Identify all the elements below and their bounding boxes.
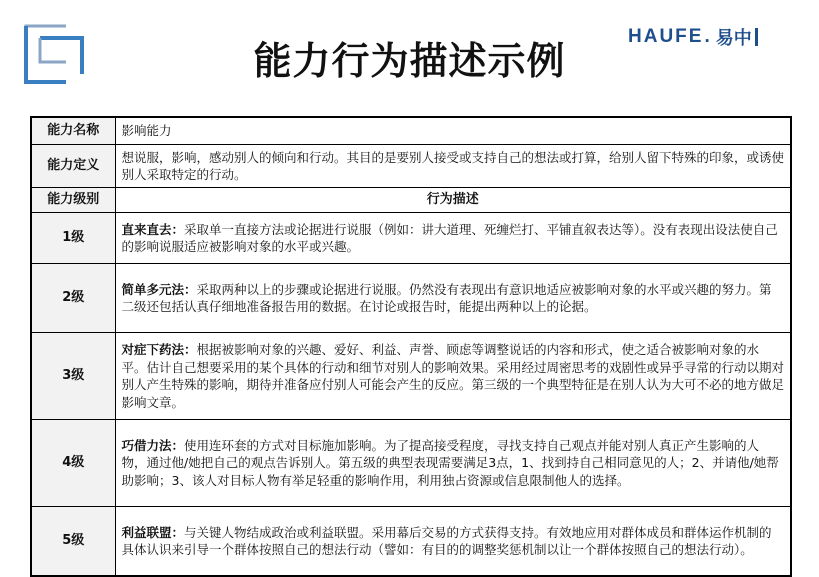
level-header: 能力级别 — [31, 188, 115, 213]
level-cell: 4级 — [31, 420, 115, 507]
definition-value: 想说服，影响，感动别人的倾向和行动。其目的是要别人接受或支持自己的想法或打算，给别人留下特殊的印象，或诱使别人采取特定的行动。 — [115, 145, 791, 188]
level-cell: 5级 — [31, 507, 115, 577]
page-title: 能力行为描述示例 — [253, 39, 566, 83]
table-row — [31, 264, 791, 333]
table-header-row — [31, 188, 791, 213]
description-text: 使用连环套的方式对目标施加影响。为了提高接受程度，寻找支持自己观点并能对别人真正产生影响的人物，通过他/她把自己的观点告诉别人。第五级的典型表现需要满足3点，1、找到持自己相同意见的人；2、并请他/她帮助影响；3、该人对目标人物有举足轻重的影响作用，利用独占资源或信息限制他人的选择。 — [121, 437, 779, 488]
description-cell — [115, 213, 791, 264]
table-row — [31, 213, 791, 264]
competency-table — [30, 116, 792, 577]
description-lead: 利益联盟： — [121, 524, 185, 540]
description-cell — [115, 264, 791, 333]
table-row — [31, 420, 791, 507]
description-cell — [115, 420, 791, 507]
description-lead: 直来直去： — [121, 221, 185, 237]
brand-logo — [628, 25, 758, 49]
brand-bar-icon — [755, 28, 758, 46]
level-cell: 3级 — [31, 333, 115, 420]
description-text: 采取单一直接方法或论据进行说服（例如：讲大道理、死缠烂打、平铺直叙表达等）。没有表现出设法使自己的影响说服适应被影响对象的水平或兴趣。 — [121, 221, 778, 254]
name-label: 能力名称 — [31, 117, 115, 145]
level-cell: 2级 — [31, 264, 115, 333]
description-text: 根据被影响对象的兴趣、爱好、利益、声誉、顾虑等调整说话的内容和形式，使之适合被影响对象的水平。估计自己想要采用的某个具体的行动和细节对别人的影响效果。采用经过周密思考的戏剧性或异乎寻常的行动以期对别人产生特殊的影响，期待并准备应付别人可能会产生的反应。第三级的一个典型特征是在别人认为大可不必的地方做足影响文章。 — [121, 342, 785, 410]
description-lead: 对症下药法： — [121, 342, 197, 357]
name-value: 影响能力 — [115, 117, 791, 145]
description-lead: 巧借力法： — [121, 437, 185, 453]
level-cell: 1级 — [31, 213, 115, 264]
definition-label: 能力定义 — [31, 145, 115, 188]
description-header: 行为描述 — [115, 188, 791, 213]
table-row-name — [31, 117, 791, 145]
brand-latin: HAUFE — [628, 26, 704, 47]
description-text: 采取两种以上的步骤或论据进行说服。仍然没有表现出有意识地适应被影响对象的水平或兴趣的努力。第二级还包括认真仔细地准备报告用的数据。在讨论或报告时，能提出两种以上的论据。 — [121, 281, 772, 314]
description-text: 与关键人物结成政治或利益联盟。采用幕后交易的方式获得支持。有效地应用对群体成员和群体运作机制的具体认识来引导一个群体按照自己的想法行动（譬如：有目的的调整奖惩机制以让一个群体按照自己的想法行动）。 — [121, 524, 772, 557]
table-row — [31, 333, 791, 420]
description-lead: 简单多元法： — [121, 281, 197, 297]
brand-dot: . — [704, 26, 712, 47]
description-cell — [115, 333, 791, 420]
brand-cn: 易中 — [715, 28, 752, 48]
table-row-definition — [31, 145, 791, 188]
